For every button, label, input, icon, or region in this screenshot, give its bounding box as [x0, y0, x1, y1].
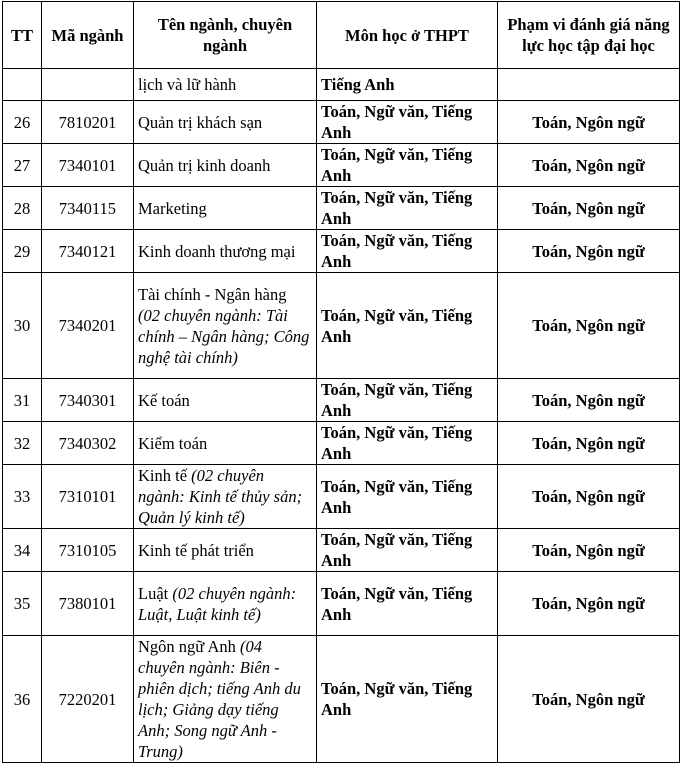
header-scope: Phạm vi đánh giá năng lực học tập đại học	[498, 2, 680, 69]
row-tt: 30	[3, 273, 42, 379]
row-subjects: Toán, Ngữ văn, Tiếng Anh	[317, 144, 498, 187]
row-scope: Toán, Ngôn ngữ	[498, 230, 680, 273]
row-code: 7340301	[42, 379, 134, 422]
row-subjects: Toán, Ngữ văn, Tiếng Anh	[317, 273, 498, 379]
table-row	[3, 465, 680, 529]
row-name	[134, 273, 317, 379]
major-specializations-note: (02 chuyên ngành: Kinh tế thủy sản; Quản lý kinh tế)	[138, 466, 303, 527]
row-code: 7810201	[42, 101, 134, 144]
major-name: Kiểm toán	[138, 433, 208, 453]
major-name: Marketing	[138, 198, 207, 218]
header-code: Mã ngành	[42, 2, 134, 69]
row-code: 7310101	[42, 465, 134, 529]
continuation-tt	[3, 69, 42, 101]
row-subjects: Toán, Ngữ văn, Tiếng Anh	[317, 187, 498, 230]
row-tt: 31	[3, 379, 42, 422]
row-scope: Toán, Ngôn ngữ	[498, 187, 680, 230]
majors-table	[2, 1, 680, 763]
major-name: Ngôn ngữ Anh	[138, 637, 236, 656]
row-name	[134, 144, 317, 187]
row-scope: Toán, Ngôn ngữ	[498, 636, 680, 763]
row-subjects: Toán, Ngữ văn, Tiếng Anh	[317, 101, 498, 144]
table-row	[3, 273, 680, 379]
row-tt: 32	[3, 422, 42, 465]
row-code: 7340121	[42, 230, 134, 273]
row-subjects: Toán, Ngữ văn, Tiếng Anh	[317, 465, 498, 529]
header-name: Tên ngành, chuyên ngành	[134, 2, 317, 69]
continuation-scope	[498, 69, 680, 101]
row-code: 7220201	[42, 636, 134, 763]
row-scope: Toán, Ngôn ngữ	[498, 101, 680, 144]
row-subjects: Toán, Ngữ văn, Tiếng Anh	[317, 529, 498, 572]
continuation-code	[42, 69, 134, 101]
row-scope: Toán, Ngôn ngữ	[498, 379, 680, 422]
row-scope: Toán, Ngôn ngữ	[498, 144, 680, 187]
major-name: Kế toán	[138, 390, 190, 410]
major-name: Quản trị kinh doanh	[138, 155, 271, 175]
continuation-name: lịch và lữ hành	[134, 69, 317, 101]
table-row	[3, 144, 680, 187]
row-scope: Toán, Ngôn ngữ	[498, 572, 680, 636]
row-name	[134, 187, 317, 230]
row-subjects: Toán, Ngữ văn, Tiếng Anh	[317, 230, 498, 273]
row-scope: Toán, Ngôn ngữ	[498, 529, 680, 572]
row-tt: 26	[3, 101, 42, 144]
table-row	[3, 636, 680, 763]
continuation-row	[3, 69, 680, 101]
continuation-subjects: Tiếng Anh	[317, 69, 498, 101]
row-code: 7380101	[42, 572, 134, 636]
row-code: 7340302	[42, 422, 134, 465]
table-row	[3, 572, 680, 636]
header-row	[3, 2, 680, 69]
major-name: Tài chính - Ngân hàng	[138, 284, 287, 304]
row-subjects: Toán, Ngữ văn, Tiếng Anh	[317, 572, 498, 636]
table-row	[3, 529, 680, 572]
header-tt: TT	[3, 2, 42, 69]
major-name: Kinh doanh thương mại	[138, 241, 296, 261]
table-row	[3, 230, 680, 273]
row-name	[134, 572, 317, 636]
row-tt: 28	[3, 187, 42, 230]
row-code: 7340201	[42, 273, 134, 379]
row-code: 7340115	[42, 187, 134, 230]
row-name	[134, 465, 317, 529]
row-code: 7310105	[42, 529, 134, 572]
major-specializations-note: (02 chuyên ngành: Tài chính – Ngân hàng; Công nghệ tài chính)	[138, 305, 310, 367]
major-name: Kinh tế phát triển	[138, 540, 254, 560]
row-code: 7340101	[42, 144, 134, 187]
table-row	[3, 379, 680, 422]
row-scope: Toán, Ngôn ngữ	[498, 273, 680, 379]
table-row	[3, 422, 680, 465]
major-specializations-note: (02 chuyên ngành: Luật, Luật kinh tế)	[138, 583, 297, 624]
row-name	[134, 422, 317, 465]
row-tt: 33	[3, 465, 42, 529]
row-name	[134, 101, 317, 144]
row-name	[134, 379, 317, 422]
major-name: Quản trị khách sạn	[138, 112, 263, 132]
major-name: Kinh tế	[138, 466, 188, 485]
row-subjects: Toán, Ngữ văn, Tiếng Anh	[317, 636, 498, 763]
row-tt: 36	[3, 636, 42, 763]
row-name	[134, 529, 317, 572]
major-specializations-note: (04 chuyên ngành: Biên - phiên dịch; tiếng Anh du lịch; Giảng dạy tiếng Anh; Song ngữ Anh - Trung)	[138, 637, 301, 761]
row-subjects: Toán, Ngữ văn, Tiếng Anh	[317, 379, 498, 422]
major-name: Luật	[138, 583, 169, 603]
row-scope: Toán, Ngôn ngữ	[498, 422, 680, 465]
row-scope: Toán, Ngôn ngữ	[498, 465, 680, 529]
header-subjects: Môn học ở THPT	[317, 2, 498, 69]
row-tt: 27	[3, 144, 42, 187]
row-name	[134, 230, 317, 273]
row-tt: 34	[3, 529, 42, 572]
row-subjects: Toán, Ngữ văn, Tiếng Anh	[317, 422, 498, 465]
row-tt: 35	[3, 572, 42, 636]
table-row	[3, 187, 680, 230]
row-name	[134, 636, 317, 763]
row-tt: 29	[3, 230, 42, 273]
table-row	[3, 101, 680, 144]
table-body	[3, 69, 680, 763]
